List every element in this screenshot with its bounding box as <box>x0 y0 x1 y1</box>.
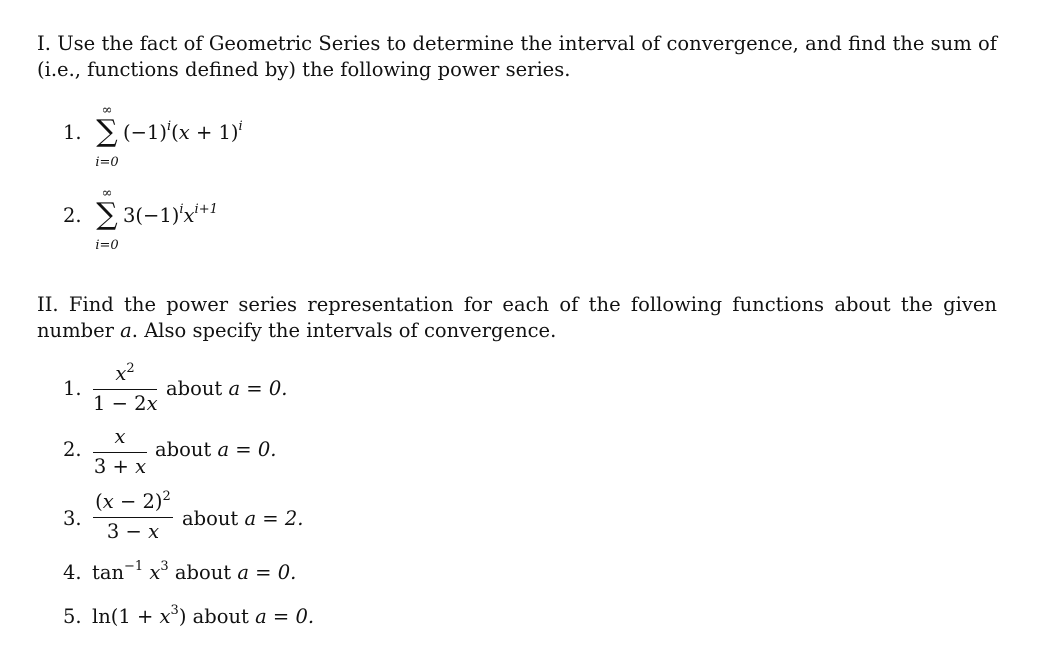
item-number: 1. <box>63 377 82 400</box>
sum-lower-limit: i=0 <box>95 155 119 170</box>
sigma-icon: ∑ <box>96 114 118 149</box>
about-text: about <box>166 377 223 400</box>
sum-upper-limit: ∞ <box>101 103 113 118</box>
sum-upper-limit: ∞ <box>101 186 113 201</box>
numerator: $(x - 2)^2$ <box>95 489 171 513</box>
series-term: $3(-1)^ix^{i+1}$ <box>123 202 218 227</box>
center-value: a = 2. <box>244 507 304 530</box>
about-clause <box>166 377 287 401</box>
item-number: 5. <box>63 605 82 628</box>
function-expression: $\tan^{-1} x^3$ about a = 0. <box>92 559 297 584</box>
about-clause <box>182 507 303 531</box>
denominator: 3 + x <box>93 455 147 478</box>
item-number: 2. <box>63 204 82 227</box>
about-text: about <box>192 605 249 628</box>
center-value: a = 0. <box>255 605 315 628</box>
center-value: a = 0. <box>228 377 288 400</box>
function-name: ln <box>92 605 111 628</box>
fraction <box>93 425 147 479</box>
section-2-intro-variable: a <box>120 319 132 342</box>
numerator: $x^2$ <box>115 361 135 385</box>
center-value: a = 0. <box>237 561 297 584</box>
about-text: about <box>155 438 212 461</box>
series-term: $(-1)^i(x + 1)^i$ <box>123 119 243 144</box>
about-text: about <box>174 561 232 584</box>
numerator: x <box>114 425 126 448</box>
function-expression: $\ln(1 + x^3)$ about a = 0. <box>92 603 315 628</box>
about-text: about <box>182 507 239 530</box>
sum-lower-limit: i=0 <box>95 238 119 253</box>
denominator: 3 − x <box>106 520 160 543</box>
fraction <box>93 362 157 416</box>
item-number: 3. <box>63 507 82 530</box>
about-clause <box>155 438 276 462</box>
section-1-instructions <box>37 31 997 83</box>
section-2-intro-rest: . Also specify the intervals of convergence. <box>131 319 557 342</box>
fraction <box>93 490 173 544</box>
section-1-intro-text: I. Use the fact of Geometric Series to determine the interval of convergence, and find the sum of (i.e., functions defined by) the following power series. <box>37 32 997 81</box>
section-2-instructions <box>37 292 997 344</box>
sigma-icon: ∑ <box>96 197 118 232</box>
function-name: tan <box>92 561 125 584</box>
center-value: a = 0. <box>217 438 277 461</box>
item-number: 4. <box>63 561 82 584</box>
section-2-intro-text: II. Find the power series representation for each of the following functions about the given number <box>37 293 997 342</box>
denominator: 1 − 2x <box>93 392 158 415</box>
item-number: 2. <box>63 438 82 461</box>
item-number: 1. <box>63 121 82 144</box>
